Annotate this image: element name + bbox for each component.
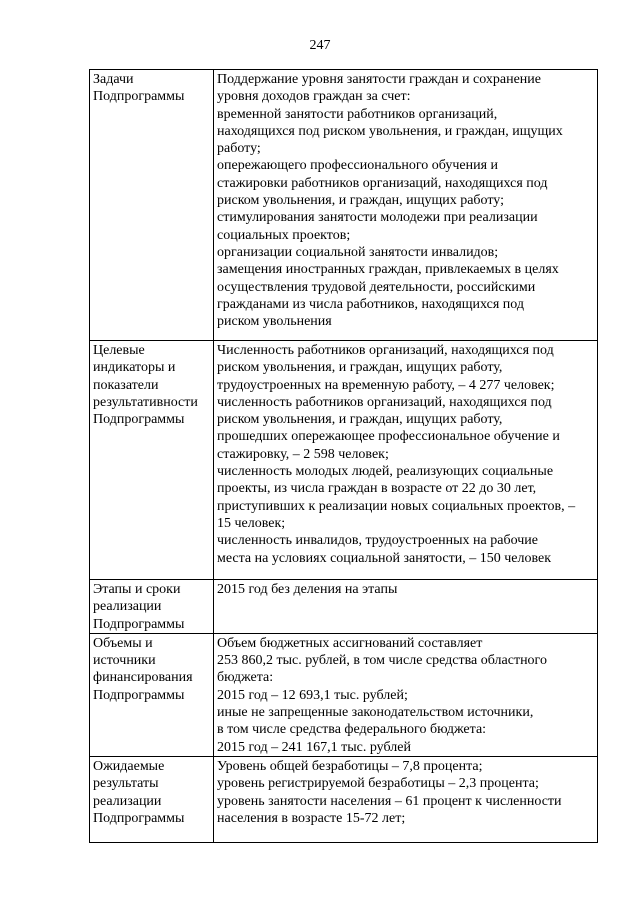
row-content-stages [214,580,598,634]
content-line: стимулирования занятости молодежи при реализации [217,210,538,226]
content-line: численность молодых людей, реализующих социальные [217,464,554,480]
label-line: реализации [93,599,162,615]
label-line: результативности [93,394,198,410]
label-line: реализации [93,793,162,809]
label-line: Ожидаемые [93,758,165,774]
content-line: риском увольнения, и граждан, ищущих работу, [217,412,503,428]
row-label-expected-results [90,756,214,842]
content-line: 253 860,2 тыс. рублей, в том числе средства областного [217,653,547,669]
row-label-stages [90,580,214,634]
row-content-indicators [214,341,598,580]
content-line: риском увольнения, и граждан, ищущих работу, [217,360,503,376]
content-line: уровень регистрируемой безработицы – 2,3 процента; [217,776,539,792]
content-line: работу; [217,141,261,157]
label-line: источники [93,653,156,669]
row-label-financing [90,633,214,756]
label-line: индикаторы и [93,360,176,376]
content-line: риском увольнения, и граждан, ищущих работу; [217,193,505,209]
content-line: численность работников организаций, находящихся под [217,394,552,410]
label-line: показатели [93,377,159,393]
content-line: стажировку, – 2 598 человек; [217,446,389,462]
content-line: бюджета: [217,670,274,686]
content-line: гражданами из числа работников, находящихся под [217,296,525,312]
row-content-expected-results [214,756,598,842]
content-line: опережающего профессионального обучения и [217,158,499,174]
label-line: финансирования [93,670,193,686]
content-line: населения в возрасте 15-72 лет; [217,810,406,826]
content-line: уровня доходов граждан за счет: [217,89,411,105]
content-line: организации социальной занятости инвалидов; [217,244,499,260]
content-line: трудоустроенных на временную работу, – 4 277 человек; [217,377,555,393]
table-row-indicators [90,341,598,580]
content-line: проекты, из числа граждан в возрасте от 22 до 30 лет, [217,481,537,497]
content-line: стажировки работников организаций, находящихся под [217,175,548,191]
content-line: риском увольнения [217,314,332,330]
content-line: иные не запрещенные законодательством источники, [217,705,534,721]
row-label-indicators [90,341,214,580]
content-line: Поддержание уровня занятости граждан и сохранение [217,72,542,87]
subprogram-passport-table [89,69,598,843]
label-line: Подпрограммы [93,687,185,703]
content-line: социальных проектов; [217,227,351,243]
row-content-financing [214,633,598,756]
table-row-stages [90,580,598,634]
label-line: Подпрограммы [93,412,185,428]
label-line: Объемы и [93,635,153,651]
content-line: осуществления трудовой деятельности, российскими [217,279,536,295]
content-line: Численность работников организаций, находящихся под [217,343,554,358]
content-line: численность инвалидов, трудоустроенных на рабочие [217,533,538,549]
content-line: в том числе средства федерального бюджета: [217,722,487,738]
label-line: Подпрограммы [93,810,185,826]
content-line: места на условиях социальной занятости, – 150 человек [217,550,552,566]
content-line: приступивших к реализации новых социальных проектов, – [217,498,576,514]
label-line: Подпрограммы [93,89,185,105]
content-line: 15 человек; [217,515,286,531]
content-line: замещения иностранных граждан, привлекаемых в целях [217,262,559,278]
content-line: 2015 год без деления на этапы [217,582,398,597]
content-line: 2015 год – 12 693,1 тыс. рублей; [217,687,408,703]
content-line: временной занятости работников организаций, [217,106,498,122]
table-row-tasks [90,70,598,341]
table-row-financing [90,633,598,756]
content-line: находящихся под риском увольнения, и граждан, ищущих [217,123,563,139]
content-line: прошедших опережающее профессиональное обучение и [217,429,560,445]
table-row-expected-results [90,756,598,842]
row-content-tasks [214,70,598,341]
content-line: Уровень общей безработицы – 7,8 процента; [217,758,483,774]
content-line: Объем бюджетных ассигнований составляет [217,635,483,651]
label-line: Этапы и сроки [93,582,181,597]
row-label-tasks [90,70,214,341]
label-line: результаты [93,776,159,792]
label-line: Целевые [93,343,145,358]
content-line: 2015 год – 241 167,1 тыс. рублей [217,739,411,755]
page-number: 247 [309,38,331,53]
content-line: уровень занятости населения – 61 процент к численности [217,793,562,809]
label-line: Подпрограммы [93,616,185,632]
label-line: Задачи [93,72,134,87]
